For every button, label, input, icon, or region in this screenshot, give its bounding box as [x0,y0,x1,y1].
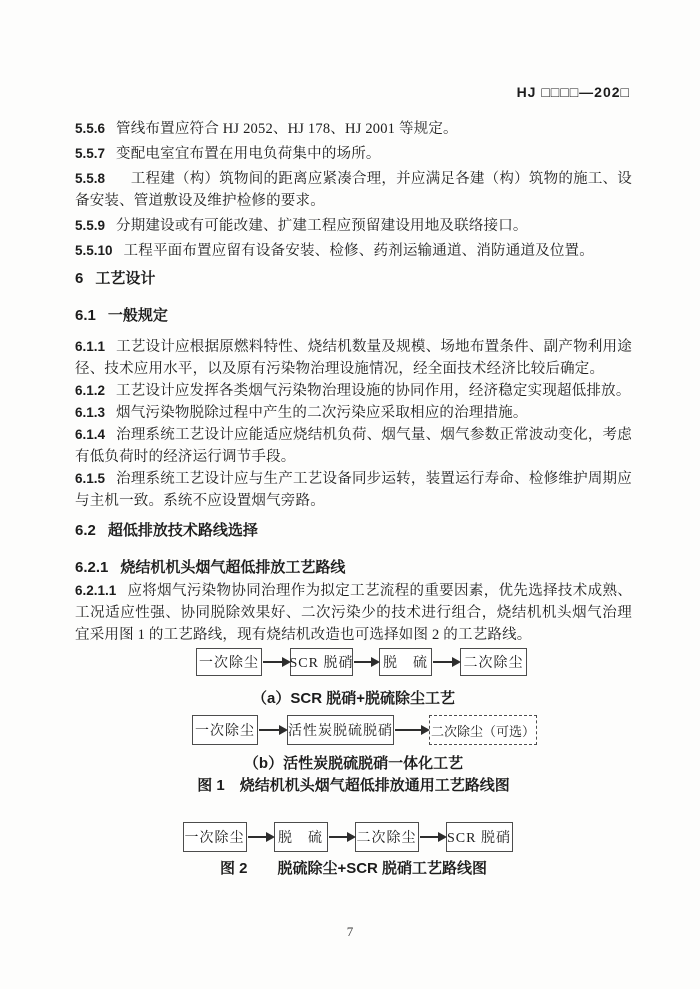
figure1b-caption: （b）活性炭脱硫脱硝一体化工艺 [243,755,464,772]
clause-text: 工艺设计应根据原燃料特性、烧结机数量及规模、场地布置条件、副产物利用途径、技术应用水平，以及原有污染物治理设施情况，经全面技术经济比较后确定。 [75,339,632,377]
arrow-right-icon [263,661,289,663]
document-body [75,118,632,879]
clause-6-1-5 [75,468,632,512]
clause-text: 工艺设计应发挥各类烟气污染物治理设施的协同作用，经济稳定实现超低排放。 [116,383,631,399]
clause-text: 管线布置应符合 HJ 2052、HJ 178、HJ 2001 等规定。 [116,121,458,137]
arrow-right-icon [259,729,286,731]
clause-6-1-4 [75,424,632,468]
clause-number: 5.5.9 [75,218,106,233]
figure2-flow-diagram [69,822,626,852]
clause-text: 烟气污染物脱除过程中产生的二次污染应采取相应的治理措施。 [116,405,528,421]
section-title: 工艺设计 [95,270,156,287]
clause-number: 6.1.1 [75,339,106,354]
clause-text: 治理系统工艺设计应能适应烧结机负荷、烟气量、烟气参数正常波动变化，考虑有低负荷时的经济运行调节手段。 [75,427,632,465]
figure2-caption: 图 2 脱硫除尘+SCR 脱硝工艺路线图 [219,860,488,877]
arrow-right-icon [433,661,459,663]
section-title: 烧结机机头烟气超低排放工艺路线 [120,559,346,576]
flow-box-primary-dedust: 一次除尘 [192,715,258,745]
document-code-header: HJ □□□□—202□ [516,84,630,100]
section-number: 6.2 [75,522,96,539]
figure1b-flow-diagram [86,715,643,745]
clause-text: 工程平面布置应留有设备安装、检修、药剂运输通道、消防通道及位置。 [123,243,594,259]
clause-number: 5.5.7 [75,146,106,161]
clause-6-1-2 [75,380,632,402]
arrow-right-icon [329,836,354,838]
section-number: 6 [75,270,84,287]
figure1-caption: 图 1 烧结机机头烟气超低排放通用工艺路线图 [197,777,510,794]
arrow-right-icon [354,661,378,663]
flow-box-secondary-dedust-optional: 二次除尘（可选） [429,715,537,745]
flow-box-secondary-dedust: 二次除尘 [355,822,419,852]
flow-box-scr-denox: SCR 脱硝 [290,648,353,676]
section-heading-6 [75,268,632,289]
flow-box-desulfurization: 脱 硫 [274,822,328,852]
clause-5-5-6 [75,118,632,140]
clause-5-5-8 [75,168,632,212]
clause-6-1-3 [75,402,632,424]
arrow-right-icon [420,836,445,838]
clause-text: 治理系统工艺设计应与生产工艺设备同步运转，装置运行寿命、检修维护周期应与主机一致。系统不应设置烟气旁路。 [75,471,632,509]
flow-box-desulfurization: 脱 硫 [379,648,432,676]
clause-6-1-1 [75,336,632,380]
figure1a-flow-diagram [83,648,640,676]
clause-5-5-7 [75,143,632,165]
arrow-right-icon [248,836,273,838]
flow-box-scr-denox: SCR 脱硝 [446,822,513,852]
clause-number: 6.1.5 [75,471,106,486]
clause-number: 5.5.6 [75,121,106,136]
clause-number: 6.2.1.1 [75,583,117,598]
clause-5-5-10 [75,240,632,262]
flow-box-activated-carbon: 活性炭脱硫脱硝 [287,715,394,745]
clause-text: 变配电室宜布置在用电负荷集中的场所。 [116,146,381,162]
clause-text: 应将烟气污染物协同治理作为拟定工艺流程的重要因素，优先选择技术成熟、工况适应性强、协同脱除效果好、二次污染少的技术进行组合，烧结机机头烟气治理宜采用图 1 的工艺路线，现有烧结机改造也可选择如图 2 的工艺路线。 [75,583,632,643]
clause-number: 6.1.3 [75,405,106,420]
section-title: 一般规定 [107,307,168,324]
clause-number: 5.5.10 [75,243,113,258]
flow-box-secondary-dedust: 二次除尘 [460,648,527,676]
section-heading-6-2-1 [75,557,632,578]
clause-text: 工程建（构）筑物间的距离应紧凑合理，并应满足各建（构）筑物的施工、设备安装、管道敷设及维护检修的要求。 [75,171,632,209]
clause-number: 5.5.8 [75,171,106,186]
flow-box-primary-dedust: 一次除尘 [196,648,262,676]
page-number: 7 [346,924,354,939]
clause-6-2-1-1 [75,580,632,646]
section-title: 超低排放技术路线选择 [107,522,258,539]
arrow-right-icon [395,729,428,731]
clause-number: 6.1.2 [75,383,106,398]
figure1a-caption: （a）SCR 脱硝+脱硫除尘工艺 [252,690,455,707]
clause-number: 6.1.4 [75,427,106,442]
clause-text: 分期建设或有可能改建、扩建工程应预留建设用地及联络接口。 [116,218,528,234]
section-heading-6-1 [75,305,632,326]
section-number: 6.1 [75,307,96,324]
flow-box-primary-dedust: 一次除尘 [183,822,247,852]
clause-5-5-9 [75,215,632,237]
section-number: 6.2.1 [75,559,109,576]
section-heading-6-2 [75,520,632,541]
